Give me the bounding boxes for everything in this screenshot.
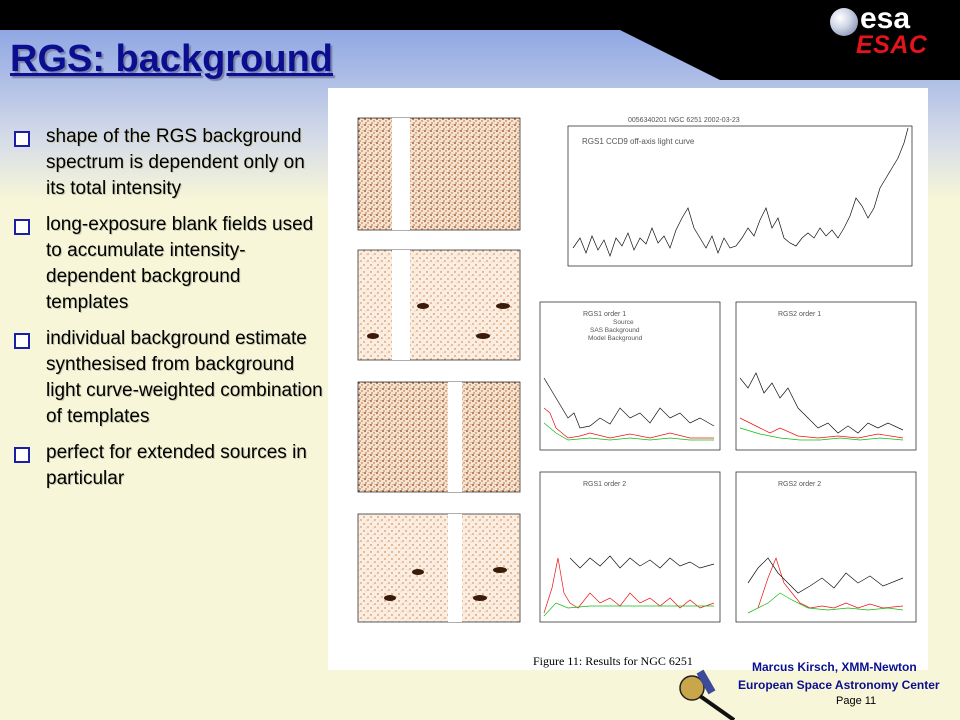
esa-esac-logo xyxy=(828,4,952,58)
esa-logo-text: esa xyxy=(860,2,911,35)
panel-4-label: RGS2 order 2 xyxy=(778,481,822,488)
lightcurve-title: 0056340201 NGC 6251 2002-03-23 xyxy=(628,117,740,124)
esa-globe-icon xyxy=(830,8,858,36)
bullet-box-icon xyxy=(14,447,30,463)
esac-logo-text: ESAC xyxy=(856,31,928,59)
spectrum-panel-2 xyxy=(736,302,916,450)
results-figure xyxy=(328,88,928,670)
panel-3-label: RGS1 order 2 xyxy=(583,481,627,488)
xmm-newton-satellite-icon xyxy=(676,662,736,720)
detector-image-2 xyxy=(358,250,520,360)
footer-org: European Space Astronomy Center xyxy=(738,678,940,692)
spectrum-panel-3 xyxy=(540,472,720,622)
bullet-box-icon xyxy=(14,333,30,349)
panel-1-label: RGS1 order 1 xyxy=(583,311,627,318)
legend-sas: SAS Background xyxy=(590,327,640,334)
figure-graphics xyxy=(328,88,928,658)
footer-author: Marcus Kirsch, XMM-Newton xyxy=(752,660,917,674)
detector-image-1 xyxy=(358,118,520,230)
light-curve-plot xyxy=(568,117,912,266)
bullet-item xyxy=(12,212,327,316)
legend-source: Source xyxy=(613,319,634,326)
lightcurve-label: RGS1 CCD9 off-axis light curve xyxy=(582,137,695,146)
detector-image-3 xyxy=(358,382,520,492)
bullet-item xyxy=(12,440,327,492)
bullet-item xyxy=(12,326,327,430)
bullet-item xyxy=(12,124,327,202)
detector-image-4 xyxy=(358,514,520,622)
bullet-box-icon xyxy=(14,131,30,147)
figure-caption: Figure 11: Results for NGC 6251 xyxy=(533,654,693,668)
page-number: Page 11 xyxy=(836,695,877,707)
bullet-list xyxy=(12,124,327,502)
bullet-text: shape of the RGS background spectrum is dependent only on its total intensity xyxy=(46,126,305,199)
slide-title: RGS: background xyxy=(10,38,334,80)
panel-2-label: RGS2 order 1 xyxy=(778,311,822,318)
bullet-text: long-exposure blank fields used to accumulate intensity-dependent background templates xyxy=(46,214,314,313)
bullet-box-icon xyxy=(14,219,30,235)
legend-model: Model Background xyxy=(588,335,643,342)
spectrum-panel-4 xyxy=(736,472,916,622)
bullet-text: perfect for extended sources in particular xyxy=(46,442,307,489)
bullet-text: individual background estimate synthesised from background light curve-weighted combination of templates xyxy=(46,328,323,427)
